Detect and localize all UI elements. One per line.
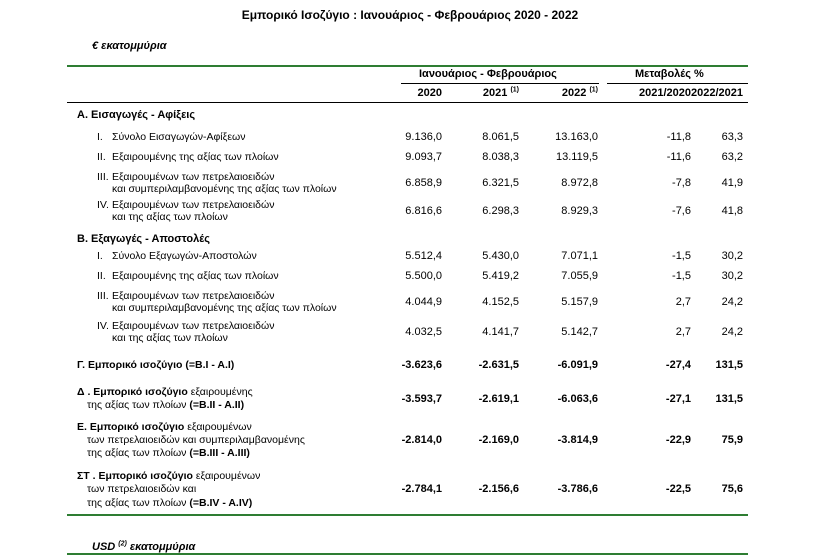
- cell-change-1: -11,8: [666, 131, 691, 143]
- header-change-2021-2020: 2021/2020: [639, 87, 691, 99]
- table-bottom-rule: [67, 514, 748, 516]
- row-numeral: I.: [97, 131, 103, 143]
- row-label-line1: Εξαιρουμένων των πετρελαιοειδών: [112, 171, 275, 183]
- cell-2022: 7.055,9: [561, 270, 598, 282]
- balance-stigma-line3: της αξίας των πλοίων (=B.IV - A.IV): [87, 497, 253, 509]
- cell-2020: 6.858,9: [405, 177, 442, 189]
- cell-change-2: 75,6: [721, 483, 743, 495]
- cell-2020: 9.093,7: [405, 151, 442, 163]
- row-numeral: III.: [97, 290, 109, 302]
- row-label-line1: Σύνολο Εξαγωγών-Αποστολών: [112, 250, 257, 262]
- cell-2020: 4.044,9: [405, 296, 442, 308]
- cell-change-1: -1,5: [672, 270, 691, 282]
- section-exports-heading: Β. Εξαγωγές - Αποστολές: [77, 233, 210, 245]
- cell-2022: 8.929,3: [561, 205, 598, 217]
- cell-change-2: 41,8: [721, 205, 743, 217]
- row-label-line1: Εξαιρουμένης της αξίας των πλοίων: [112, 270, 279, 282]
- cell-2021: 8.038,3: [482, 151, 519, 163]
- cell-2021: 5.430,0: [482, 250, 519, 262]
- cell-2020: -2.814,0: [401, 434, 442, 446]
- cell-change-1: -22,5: [665, 483, 691, 495]
- header-changes-underline: [607, 83, 748, 84]
- cell-2020: -2.784,1: [401, 483, 442, 495]
- header-bottom-rule: [67, 102, 748, 103]
- unit-eur-label: € εκατομμύρια: [92, 40, 167, 52]
- row-label-line1: Σύνολο Εισαγωγών-Αφίξεων: [112, 131, 246, 143]
- balance-epsilon-line3: της αξίας των πλοίων (=B.III - A.III): [87, 447, 250, 459]
- balance-epsilon-line2: των πετρελαιοειδών και συμπεριλαμβανομένης: [87, 434, 305, 446]
- cell-2021: 6.321,5: [482, 177, 519, 189]
- unit-usd-label: USD $^{(2)}$ εκατομμύρια: [92, 540, 196, 553]
- cell-2020: -3.593,7: [401, 393, 442, 405]
- row-label-line2: και συμπεριλαμβανομένης της αξίας των πλοίων: [112, 183, 337, 195]
- row-label-line1: Εξαιρουμένης της αξίας των πλοίων: [112, 151, 279, 163]
- cell-2022: -6.091,9: [557, 359, 598, 371]
- cell-2021: 4.152,5: [482, 296, 519, 308]
- balance-delta-line1: Δ . Εμπορικό ισοζύγιο εξαιρουμένης: [77, 386, 253, 398]
- row-label-line1: Εξαιρουμένων των πετρελαιοειδών: [112, 199, 275, 211]
- cell-2020: 9.136,0: [405, 131, 442, 143]
- cell-2021: 5.419,2: [482, 270, 519, 282]
- cell-2022: 13.163,0: [555, 131, 598, 143]
- cell-change-2: 30,2: [721, 250, 743, 262]
- balance-delta-line2: της αξίας των πλοίων (=B.II - A.II): [87, 399, 245, 411]
- cell-change-2: 131,5: [715, 359, 743, 371]
- header-2020: 2020: [417, 87, 442, 99]
- balance-stigma-line1: ΣΤ . Εμπορικό ισοζύγιο εξαιρουμένων: [77, 470, 261, 482]
- cell-2022: 7.071,1: [561, 250, 598, 262]
- header-period-underline: [401, 83, 599, 84]
- cell-2021: -2.619,1: [478, 393, 519, 405]
- cell-2022: -6.063,6: [557, 393, 598, 405]
- row-numeral: II.: [97, 151, 106, 163]
- header-changes: Μεταβολές %: [635, 68, 704, 80]
- cell-2020: 5.500,0: [405, 270, 442, 282]
- cell-2022: 5.142,7: [561, 326, 598, 338]
- row-numeral: III.: [97, 171, 109, 183]
- row-numeral: I.: [97, 250, 103, 262]
- cell-2020: 6.816,6: [405, 205, 442, 217]
- cell-change-1: -7,8: [672, 177, 691, 189]
- cell-change-1: -27,4: [665, 359, 691, 371]
- cell-2020: 4.032,5: [405, 326, 442, 338]
- cell-change-1: 2,7: [675, 326, 691, 338]
- row-numeral: II.: [97, 270, 106, 282]
- cell-change-1: -1,5: [672, 250, 691, 262]
- cell-2022: -3.814,9: [557, 434, 598, 446]
- table-top-rule: [67, 65, 748, 67]
- cell-2020: 5.512,4: [405, 250, 442, 262]
- cell-2021: -2.156,6: [478, 483, 519, 495]
- header-change-2022-2021: 2022/2021: [691, 87, 743, 99]
- cell-change-2: 41,9: [721, 177, 743, 189]
- row-label-line1: Εξαιρουμένων των πετρελαιοειδών: [112, 290, 275, 302]
- row-label-line2: και της αξίας των πλοίων: [112, 332, 228, 344]
- header-period: Ιανουάριος - Φεβρουάριος: [419, 68, 557, 80]
- balance-gamma-label: Γ. Εμπορικό ισοζύγιο (=B.I - A.I): [77, 359, 235, 371]
- cell-2022: 8.972,8: [561, 177, 598, 189]
- cell-change-1: 2,7: [675, 296, 691, 308]
- cell-2022: 5.157,9: [561, 296, 598, 308]
- cell-change-2: 63,2: [721, 151, 743, 163]
- cell-change-1: -11,6: [666, 151, 691, 163]
- cell-2020: -3.623,6: [401, 359, 442, 371]
- section-imports-heading: Α. Εισαγωγές - Αφίξεις: [77, 109, 196, 121]
- row-numeral: IV.: [97, 320, 109, 332]
- cell-change-2: 131,5: [715, 393, 743, 405]
- cell-change-2: 75,9: [721, 434, 743, 446]
- cell-change-2: 30,2: [721, 270, 743, 282]
- cell-2021: -2.169,0: [478, 434, 519, 446]
- cell-change-1: -27,1: [665, 393, 691, 405]
- cell-change-2: 63,3: [721, 131, 743, 143]
- cell-change-1: -7,6: [672, 205, 691, 217]
- cell-2021: 6.298,3: [482, 205, 519, 217]
- header-2021: 2021 $^{(1)}$: [482, 86, 519, 99]
- cell-change-2: 24,2: [721, 296, 743, 308]
- cell-2022: -3.786,6: [557, 483, 598, 495]
- cell-change-1: -22,9: [665, 434, 691, 446]
- row-label-line1: Εξαιρουμένων των πετρελαιοειδών: [112, 320, 275, 332]
- cell-2021: -2.631,5: [478, 359, 519, 371]
- cell-2021: 4.141,7: [482, 326, 519, 338]
- cell-2021: 8.061,5: [482, 131, 519, 143]
- header-2022: 2022 $^{(1)}$: [561, 86, 598, 99]
- row-label-line2: και της αξίας των πλοίων: [112, 211, 228, 223]
- row-numeral: IV.: [97, 199, 109, 211]
- page-title: Εμπορικό Ισοζύγιο : Ιανουάριος - Φεβρουάριος 2020 - 2022: [241, 8, 579, 22]
- cell-change-2: 24,2: [721, 326, 743, 338]
- balance-epsilon-line1: Ε. Εμπορικό ισοζύγιο εξαιρουμένων: [77, 421, 252, 433]
- balance-stigma-line2: των πετρελαιοειδών και: [87, 483, 197, 495]
- row-label-line2: και συμπεριλαμβανομένης της αξίας των πλοίων: [112, 302, 337, 314]
- cell-2022: 13.119,5: [555, 151, 598, 163]
